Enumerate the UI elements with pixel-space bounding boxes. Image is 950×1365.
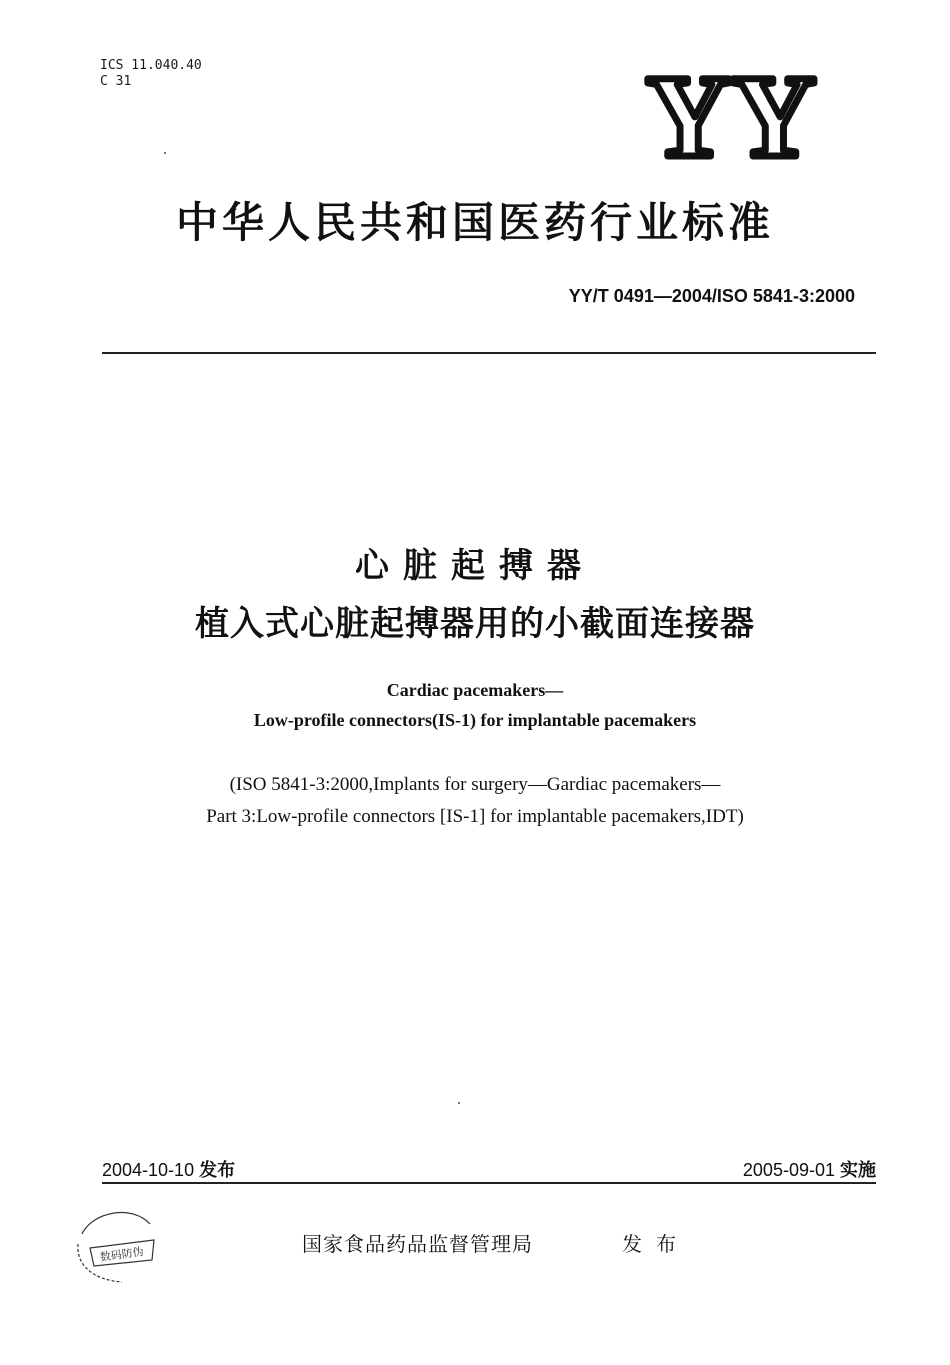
scan-speck [164,152,166,154]
standard-title: 中华人民共和国医药行业标准 [175,198,774,247]
publisher-name: 国家食品药品监督管理局 [302,1232,533,1256]
yy-logo-text: YY [645,62,817,162]
en-title-line2: Low-profile connectors(IS-1) for implantable pacemakers [253,710,697,730]
ics-code: ICS 11.040.40 [100,58,202,73]
issue-date-block [102,1156,235,1182]
implementation-date-block [743,1156,876,1182]
iso-reference-line2: Part 3:Low-profile connectors [IS-1] for implantable pacemakers,IDT) [206,806,744,827]
implementation-date: 2005-09-01 [742,1160,835,1180]
en-title-line1: Cardiac pacemakers— [386,680,564,700]
anti-counterfeit-stamp [72,1204,162,1288]
stamp-text: 数码防伪 [99,1245,145,1265]
scan-speck [458,1102,460,1104]
yy-logo [636,62,826,162]
cn-title-line2: 植入式心脏起搏器用的小截面连接器 [195,604,755,644]
publish-label: 发布 [622,1232,690,1256]
implementation-label: 实施 [840,1160,876,1181]
bottom-divider [102,1182,876,1184]
top-divider [102,352,876,354]
issue-date: 2004-10-10 [102,1160,195,1180]
iso-reference-line1: (ISO 5841-3:2000,Implants for surgery—Gardiac pacemakers— [229,774,721,795]
standard-number: YY/T 0491—2004/ISO 5841-3:2000 [568,286,855,306]
cn-title-line1: 心脏起搏器 [355,546,595,586]
ccs-code: C 31 [100,74,132,89]
ics-code-block [100,58,202,90]
issue-label: 发布 [199,1160,236,1181]
